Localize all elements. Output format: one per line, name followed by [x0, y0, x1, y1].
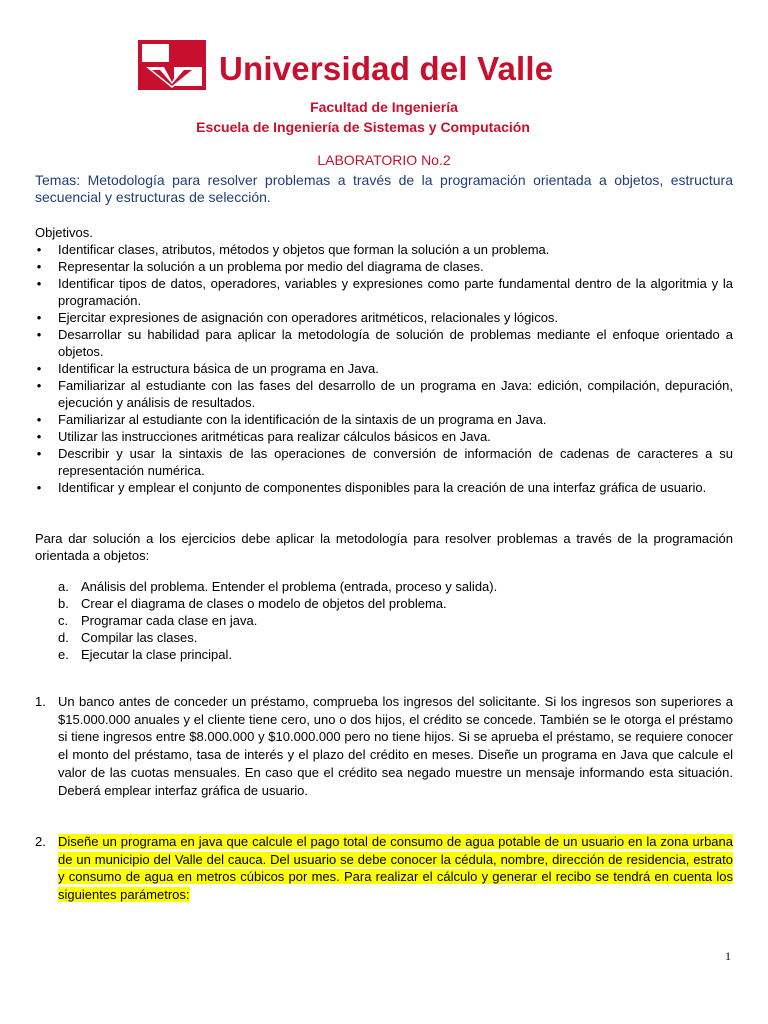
list-item: b. Crear el diagrama de clases o modelo de objetos del problema.	[58, 596, 447, 611]
bullet-icon: •	[36, 327, 42, 342]
exercise-text	[58, 833, 733, 904]
bullet-icon: •	[36, 480, 42, 495]
faculty-title: Facultad de Ingeniería	[310, 99, 458, 115]
list-item: • Desarrollar su habilidad para aplicar la metodología de solución de problemas mediante el enfoque orientado a objetos.	[36, 327, 733, 359]
list-item: • Ejercitar expresiones de asignación con operadores aritméticos, relacionales y lógicos.	[36, 310, 559, 325]
list-item: • Identificar clases, atributos, métodos y objetos que forman la solución a un problema.	[36, 242, 550, 257]
bullet-icon: •	[36, 276, 42, 291]
highlighted-text: Diseñe un programa en java que calcule el pago total de consumo de agua potable de un usuario en la zona urbana de un municipio del Valle del cauca. Del usuario se debe conocer la cédula, nombre, dirección de residencia, estrato y consumo de agua en metros cúbicos por mes. Para realizar el cálculo y generar el recibo se tendrá en cuenta los siguientes parámetros:	[58, 834, 733, 903]
list-item: • Describir y usar la sintaxis de las operaciones de conversión de información de cadenas de caracteres a su representación numérica.	[36, 446, 733, 478]
list-item: c. Programar cada clase en java.	[58, 613, 258, 628]
exercise-number: 1.	[35, 694, 46, 709]
bullet-icon: •	[36, 378, 42, 393]
bullet-icon: •	[36, 242, 42, 257]
bullet-icon: •	[36, 259, 42, 274]
list-item: • Identificar la estructura básica de un programa en Java.	[36, 361, 379, 376]
objectives-title: Objetivos.	[35, 225, 93, 240]
bullet-icon: •	[36, 446, 42, 461]
list-item: • Representar la solución a un problema por medio del diagrama de clases.	[36, 259, 484, 274]
bullet-icon: •	[36, 361, 42, 376]
university-logo	[138, 40, 206, 90]
list-item: • Utilizar las instrucciones aritméticas para realizar cálculos básicos en Java.	[36, 429, 491, 444]
exercise-2	[35, 833, 733, 904]
list-item: a. Análisis del problema. Entender el problema (entrada, proceso y salida).	[58, 579, 498, 594]
list-item: • Familiarizar al estudiante con la identificación de la sintaxis de un programa en Java.	[36, 412, 547, 427]
list-item: • Identificar tipos de datos, operadores, variables y expresiones como parte fundamental dentro de la algoritmia y la programación.	[36, 276, 733, 308]
topics-text: Temas: Metodología para resolver problemas a través de la programación orientada a objetos, estructura secuencial y estructuras de selección.	[35, 172, 733, 205]
exercise-number: 2.	[35, 834, 46, 849]
bullet-icon: •	[36, 310, 42, 325]
school-title: Escuela de Ingeniería de Sistemas y Computación	[196, 119, 530, 135]
exercise-text: Un banco antes de conceder un préstamo, comprueba los ingresos del solicitante. Si los ingresos son superiores a $15.000.000 anuales y el cliente tiene cero, uno o dos hijos, el crédito se concede. También se le otorga el préstamo si tiene ingresos entre $8.000.000 y $10.000.000 pero no tiene hijos. Si se aprueba el préstamo, se requiere conocer el monto del préstamo, tasa de interés y el plazo del crédito en meses. Diseñe un programa en Java que calcule el valor de las cuotas mensuales. En caso que el crédito sea negado muestre un mensaje informando esta situación. Deberá emplear interfaz gráfica de usuario.	[58, 694, 733, 798]
objectives-list	[35, 241, 733, 496]
methodology-intro: Para dar solución a los ejercicios debe aplicar la metodología para resolver problemas a través de la programación orientada a objetos:	[35, 531, 733, 563]
list-item: e. Ejecutar la clase principal.	[58, 647, 233, 662]
bullet-icon: •	[36, 429, 42, 444]
university-name: Universidad del Valle	[219, 50, 554, 87]
page-number: 1	[725, 949, 731, 963]
list-item: d. Compilar las clases.	[58, 630, 198, 645]
list-item: • Identificar y emplear el conjunto de componentes disponibles para la creación de una interfaz gráfica de usuario.	[36, 480, 707, 495]
list-item: • Familiarizar al estudiante con las fases del desarrollo de un programa en Java: edición, compilación, depuración, ejecución y análisis de resultados.	[36, 378, 733, 410]
exercise-1	[35, 693, 733, 799]
lab-title: LABORATORIO No.2	[317, 152, 451, 168]
methodology-steps	[58, 578, 738, 663]
bullet-icon: •	[36, 412, 42, 427]
